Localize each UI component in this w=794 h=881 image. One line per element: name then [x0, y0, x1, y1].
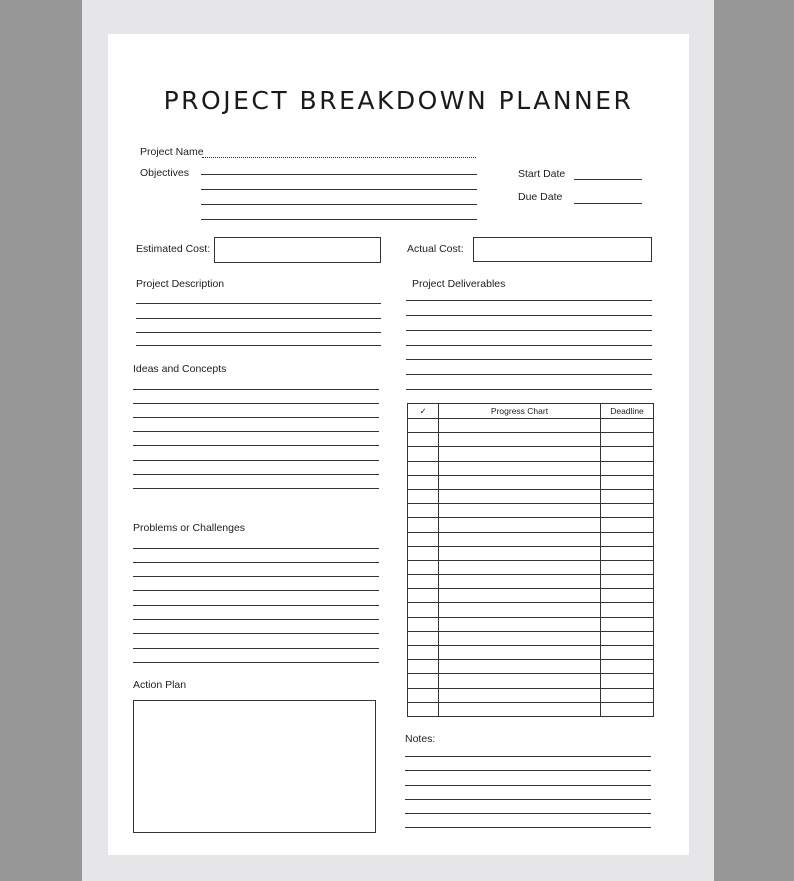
project-description-label: Project Description: [136, 278, 225, 290]
progress-check-cell[interactable]: [408, 489, 439, 503]
problems-challenges-label: Problems or Challenges: [133, 522, 246, 534]
progress-check-cell[interactable]: [408, 447, 439, 461]
progress-chart-row: [408, 646, 654, 660]
progress-deadline-cell[interactable]: [601, 660, 654, 674]
progress-task-cell[interactable]: [439, 660, 601, 674]
progress-chart-row: [408, 546, 654, 560]
progress-task-cell[interactable]: [439, 560, 601, 574]
page-title: PROJECT BREAKDOWN PLANNER: [163, 86, 634, 115]
progress-chart-row: [408, 560, 654, 574]
progress-deadline-cell[interactable]: [601, 461, 654, 475]
objectives-line[interactable]: [201, 189, 477, 190]
progress-chart-row: [408, 461, 654, 475]
progress-chart-row: [408, 660, 654, 674]
progress-deadline-cell[interactable]: [601, 419, 654, 433]
progress-deadline-cell[interactable]: [601, 575, 654, 589]
progress-deadline-cell[interactable]: [601, 447, 654, 461]
progress-task-cell[interactable]: [439, 674, 601, 688]
problems-line[interactable]: [133, 619, 379, 620]
progress-deadline-cell[interactable]: [601, 532, 654, 546]
progress-deadline-cell[interactable]: [601, 475, 654, 489]
deliverables-line[interactable]: [406, 374, 652, 375]
progress-chart-row: [408, 433, 654, 447]
progress-check-cell[interactable]: [408, 702, 439, 716]
progress-task-cell[interactable]: [439, 447, 601, 461]
progress-chart-row: [408, 674, 654, 688]
progress-task-cell[interactable]: [439, 603, 601, 617]
progress-task-cell[interactable]: [439, 419, 601, 433]
progress-chart-row: [408, 419, 654, 433]
problems-line[interactable]: [133, 633, 379, 634]
deliverables-line[interactable]: [406, 330, 652, 331]
progress-deadline-cell[interactable]: [601, 546, 654, 560]
progress-chart-row: [408, 631, 654, 645]
progress-chart-header-row: [408, 404, 654, 419]
objectives-label: Objectives: [140, 167, 190, 179]
deliverables-line[interactable]: [406, 359, 652, 360]
description-line[interactable]: [136, 332, 381, 333]
progress-check-cell[interactable]: [408, 631, 439, 645]
progress-check-cell[interactable]: [408, 419, 439, 433]
progress-chart-row: [408, 532, 654, 546]
progress-chart-row: [408, 575, 654, 589]
progress-deadline-cell[interactable]: [601, 631, 654, 645]
progress-task-cell[interactable]: [439, 504, 601, 518]
ideas-line[interactable]: [133, 474, 379, 475]
project-deliverables-label: Project Deliverables: [412, 278, 506, 290]
ideas-line[interactable]: [133, 445, 379, 446]
ideas-line[interactable]: [133, 460, 379, 461]
progress-check-cell[interactable]: [408, 575, 439, 589]
deliverables-line[interactable]: [406, 345, 652, 346]
progress-check-cell[interactable]: [408, 532, 439, 546]
progress-task-cell[interactable]: [439, 518, 601, 532]
project-name-field[interactable]: [202, 157, 476, 158]
progress-chart-row: [408, 489, 654, 503]
ideas-line[interactable]: [133, 431, 379, 432]
problems-line[interactable]: [133, 576, 379, 577]
objectives-line[interactable]: [201, 204, 477, 205]
notes-line[interactable]: [405, 827, 651, 828]
due-date-label: Due Date: [518, 191, 563, 203]
progress-task-cell[interactable]: [439, 688, 601, 702]
objectives-line[interactable]: [201, 219, 477, 220]
ideas-line[interactable]: [133, 488, 379, 489]
progress-task-cell[interactable]: [439, 461, 601, 475]
progress-task-cell[interactable]: [439, 631, 601, 645]
progress-chart-row: [408, 447, 654, 461]
deliverables-line[interactable]: [406, 389, 652, 390]
progress-check-cell[interactable]: [408, 603, 439, 617]
progress-deadline-cell[interactable]: [601, 702, 654, 716]
description-line[interactable]: [136, 345, 381, 346]
problems-line[interactable]: [133, 662, 379, 663]
objectives-line[interactable]: [201, 174, 477, 175]
problems-line[interactable]: [133, 562, 379, 563]
due-date-field[interactable]: [574, 203, 642, 204]
ideas-line[interactable]: [133, 403, 379, 404]
progress-task-cell[interactable]: [439, 475, 601, 489]
progress-task-cell[interactable]: [439, 575, 601, 589]
problems-line[interactable]: [133, 605, 379, 606]
progress-task-cell[interactable]: [439, 433, 601, 447]
progress-deadline-cell[interactable]: [601, 589, 654, 603]
deliverables-line[interactable]: [406, 300, 652, 301]
notes-line[interactable]: [405, 756, 651, 757]
progress-deadline-cell[interactable]: [601, 674, 654, 688]
estimated-cost-box[interactable]: [214, 237, 381, 263]
notes-line[interactable]: [405, 799, 651, 800]
progress-chart-row: [408, 603, 654, 617]
notes-line[interactable]: [405, 785, 651, 786]
progress-task-cell[interactable]: [439, 702, 601, 716]
description-line[interactable]: [136, 318, 381, 319]
actual-cost-label: Actual Cost:: [407, 243, 464, 255]
action-plan-box[interactable]: [133, 700, 376, 833]
ideas-line[interactable]: [133, 417, 379, 418]
progress-check-cell[interactable]: [408, 589, 439, 603]
progress-chart-table: [407, 403, 654, 717]
progress-deadline-cell[interactable]: [601, 489, 654, 503]
ideas-concepts-label: Ideas and Concepts: [133, 363, 227, 375]
notes-label: Notes:: [405, 733, 436, 745]
notes-line[interactable]: [405, 770, 651, 771]
progress-chart-row: [408, 518, 654, 532]
problems-line[interactable]: [133, 590, 379, 591]
progress-task-cell[interactable]: [439, 546, 601, 560]
progress-task-cell[interactable]: [439, 532, 601, 546]
check-header-icon: ✓: [408, 404, 439, 419]
progress-chart-row: [408, 475, 654, 489]
progress-task-cell[interactable]: [439, 646, 601, 660]
progress-check-cell[interactable]: [408, 617, 439, 631]
progress-deadline-cell[interactable]: [601, 433, 654, 447]
progress-chart-row: [408, 702, 654, 716]
progress-deadline-cell[interactable]: [601, 688, 654, 702]
progress-deadline-cell[interactable]: [601, 504, 654, 518]
start-date-label: Start Date: [518, 168, 566, 180]
progress-chart-row: [408, 688, 654, 702]
description-line[interactable]: [136, 303, 381, 304]
progress-check-cell[interactable]: [408, 504, 439, 518]
progress-chart-row: [408, 504, 654, 518]
deliverables-line[interactable]: [406, 315, 652, 316]
ideas-line[interactable]: [133, 389, 379, 390]
problems-line[interactable]: [133, 548, 379, 549]
progress-task-cell[interactable]: [439, 589, 601, 603]
action-plan-label: Action Plan: [133, 679, 187, 691]
progress-chart-row: [408, 617, 654, 631]
problems-line[interactable]: [133, 648, 379, 649]
progress-deadline-cell[interactable]: [601, 646, 654, 660]
progress-deadline-cell[interactable]: [601, 518, 654, 532]
notes-line[interactable]: [405, 813, 651, 814]
progress-deadline-cell[interactable]: [601, 560, 654, 574]
actual-cost-box[interactable]: [473, 237, 652, 262]
progress-check-cell[interactable]: [408, 646, 439, 660]
progress-deadline-cell[interactable]: [601, 603, 654, 617]
start-date-field[interactable]: [574, 179, 642, 180]
deadline-header: Deadline: [601, 404, 654, 419]
progress-check-cell[interactable]: [408, 546, 439, 560]
progress-check-cell[interactable]: [408, 475, 439, 489]
progress-check-cell[interactable]: [408, 674, 439, 688]
progress-check-cell[interactable]: [408, 461, 439, 475]
progress-check-cell[interactable]: [408, 518, 439, 532]
progress-task-cell[interactable]: [439, 617, 601, 631]
progress-check-cell[interactable]: [408, 688, 439, 702]
progress-deadline-cell[interactable]: [601, 617, 654, 631]
progress-check-cell[interactable]: [408, 660, 439, 674]
progress-chart-row: [408, 589, 654, 603]
progress-chart-header: Progress Chart: [439, 404, 601, 419]
progress-task-cell[interactable]: [439, 489, 601, 503]
progress-check-cell[interactable]: [408, 433, 439, 447]
project-name-label: Project Name: [140, 146, 204, 158]
progress-check-cell[interactable]: [408, 560, 439, 574]
estimated-cost-label: Estimated Cost:: [136, 243, 211, 255]
